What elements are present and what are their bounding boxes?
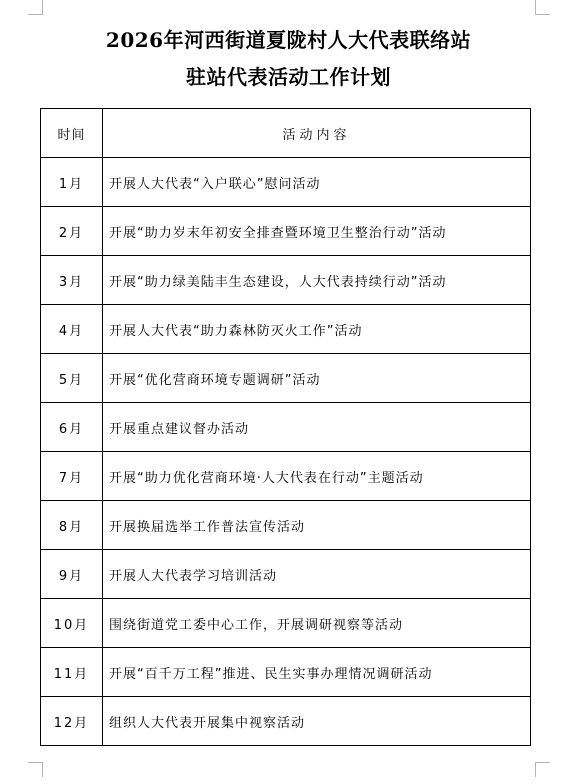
- month-cell: 12月: [41, 697, 103, 746]
- document-title: 2026年河西街道夏陇村人大代表联络站: [105, 28, 472, 52]
- activity-cell: 开展“助力优化营商环境·人大代表在行动”主题活动: [103, 452, 531, 501]
- table-row: [41, 158, 531, 207]
- activity-cell: 开展人大代表“助力森林防灭火工作”活动: [103, 305, 531, 354]
- page-corner-mark-bottom-right: [535, 762, 550, 777]
- table-row: [41, 648, 531, 697]
- table-row: [41, 550, 531, 599]
- month-cell: 7月: [41, 452, 103, 501]
- table-row: [41, 305, 531, 354]
- month-cell: 2月: [41, 207, 103, 256]
- table-row: [41, 354, 531, 403]
- activity-plan-table: [40, 108, 531, 746]
- page-corner-mark-top-right: [535, 0, 550, 15]
- activity-cell: 开展人大代表学习培训活动: [103, 550, 531, 599]
- document-subtitle: 驻站代表活动工作计划: [186, 65, 391, 89]
- activity-cell: 开展换届选举工作普法宣传活动: [103, 501, 531, 550]
- table-header-row: [41, 109, 531, 158]
- table-row: [41, 697, 531, 746]
- page-corner-mark-bottom-left: [28, 762, 43, 777]
- table-row: [41, 599, 531, 648]
- month-cell: 8月: [41, 501, 103, 550]
- activity-cell: 开展人大代表“入户联心”慰问活动: [103, 158, 531, 207]
- month-cell: 9月: [41, 550, 103, 599]
- table-row: [41, 501, 531, 550]
- table-body: [41, 158, 531, 746]
- activity-cell: 围绕街道党工委中心工作，开展调研视察等活动: [103, 599, 531, 648]
- month-cell: 10月: [41, 599, 103, 648]
- table-row: [41, 256, 531, 305]
- activity-cell: 开展重点建议督办活动: [103, 403, 531, 452]
- month-cell: 11月: [41, 648, 103, 697]
- month-cell: 1月: [41, 158, 103, 207]
- month-cell: 6月: [41, 403, 103, 452]
- month-cell: 5月: [41, 354, 103, 403]
- activity-cell: 开展“百千万工程”推进、民生实事办理情况调研活动: [103, 648, 531, 697]
- activity-cell: 组织人大代表开展集中视察活动: [103, 697, 531, 746]
- header-activity: 活动内容: [103, 109, 531, 158]
- header-time: 时间: [41, 109, 103, 158]
- table-row: [41, 207, 531, 256]
- activity-cell: 开展“助力绿美陆丰生态建设，人大代表持续行动”活动: [103, 256, 531, 305]
- activity-cell: 开展“助力岁末年初安全排查暨环境卫生整治行动”活动: [103, 207, 531, 256]
- month-cell: 3月: [41, 256, 103, 305]
- month-cell: 4月: [41, 305, 103, 354]
- activity-cell: 开展“优化营商环境专题调研”活动: [103, 354, 531, 403]
- page-corner-mark-top-left: [28, 0, 43, 15]
- table-row: [41, 403, 531, 452]
- table-row: [41, 452, 531, 501]
